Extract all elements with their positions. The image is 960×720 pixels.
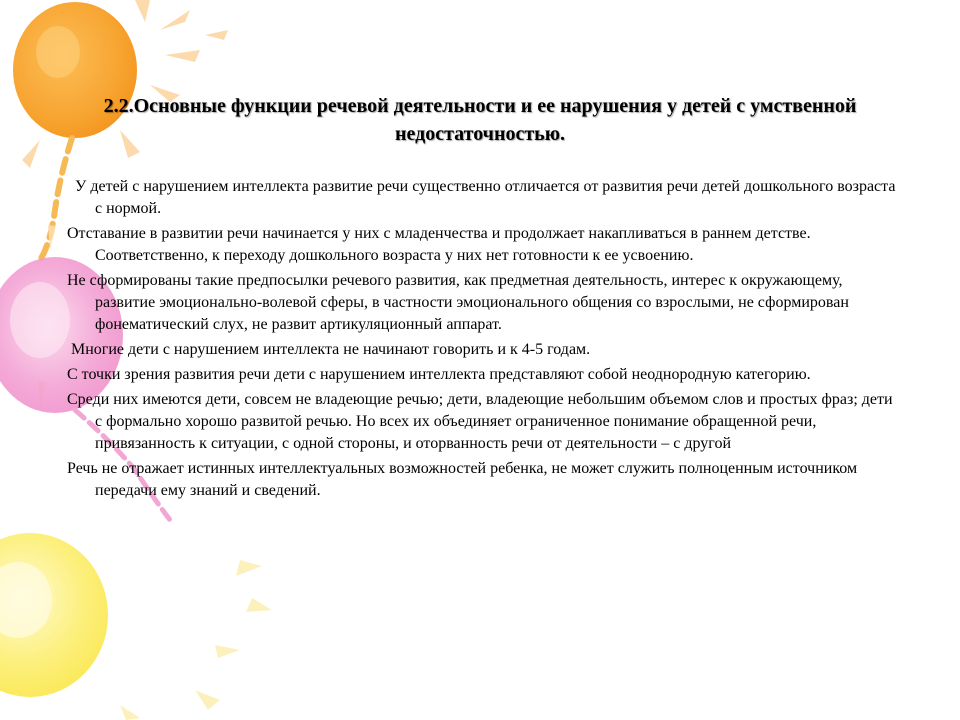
paragraph: Многие дети с нарушением интеллекта не начинают говорить и к 4-5 годам.: [67, 341, 591, 358]
slide-body: [67, 176, 900, 505]
yellow-rays: [120, 560, 272, 720]
paragraph: Отставание в развитии речи начинается у них с младенчества и продолжает накапливаться в раннем детстве. Соответственно, к переходу дошкольного возраста у них нет готовности к ее усвоению.: [67, 225, 811, 264]
paragraph: Не сформированы такие предпосылки речевого развития, как предметная деятельность, интерес к окружающему, развитие эмоционально-волевой сферы, в частности эмоционального общения со взрослыми, не сформирован фонематический слух, не развит артикуляционный аппарат.: [67, 272, 849, 333]
paragraph: У детей с нарушением интеллекта развитие речи существенно отличается от развития речи детей дошкольного возраста с нормой.: [67, 178, 900, 217]
paragraph: Речь не отражает истинных интеллектуальных возможностей ребенка, не может служить полноценным источником передачи ему знаний и сведений.: [67, 460, 858, 499]
yellow-balloon: [0, 533, 108, 697]
paragraph: Среди них имеются дети, совсем не владеющие речью; дети, владеющие небольшим объемом слов и простых фраз; дети с формально хорошо развитой речью. Но всех их объединяет ограниченное понимание обращенной речи, привязанность к ситуации, с одной стороны, и оторванность речи от деятельности – с другой: [67, 391, 893, 452]
slide-title: 2.2.Основные функции речевой деятельности и ее нарушения у детей с умственной недостаточностью.: [103, 95, 857, 145]
paragraph: С точки зрения развития речи дети с нарушением интеллекта представляют собой неоднородную категорию.: [67, 366, 811, 383]
